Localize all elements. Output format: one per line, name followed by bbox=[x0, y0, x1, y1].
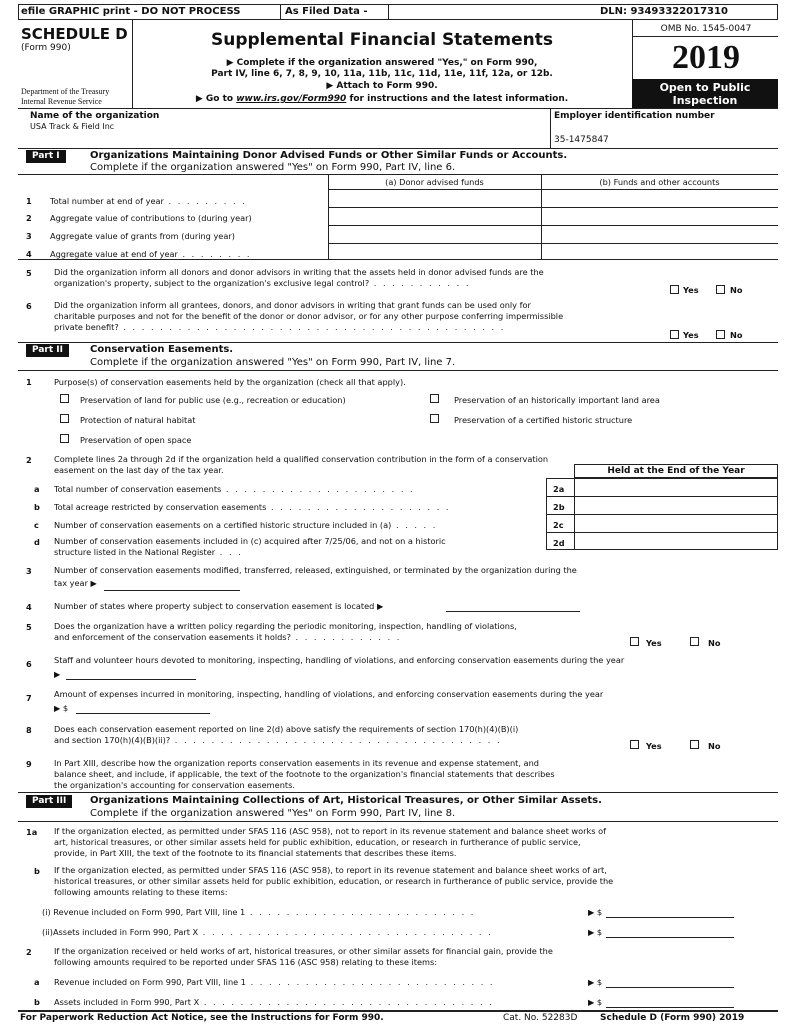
p2-q2-line1: Complete lines 2a through 2d if the organization held a qualified conservation contribution in the form of a conservation bbox=[54, 454, 549, 464]
p1-q5-no-checkbox[interactable] bbox=[716, 285, 725, 294]
p2-q2-line2: easement on the last day of the tax year. bbox=[54, 465, 224, 475]
p2-q4-text: Number of states where property subject to conservation easement is located ▶ bbox=[54, 601, 384, 611]
part3-label: Part III bbox=[26, 795, 72, 808]
p2-q5-yes-checkbox[interactable] bbox=[630, 637, 639, 646]
p2-q9-line3: the organization's accounting for conservation easements. bbox=[54, 780, 295, 790]
held-header: Held at the End of the Year bbox=[607, 466, 745, 476]
p1-row3-col-b[interactable] bbox=[543, 228, 776, 242]
p2-opt5-checkbox[interactable] bbox=[60, 434, 69, 443]
p1-q5-line1: Did the organization inform all donors and donor advisors in writing that the assets held in donor advised funds are the bbox=[54, 267, 544, 277]
p2-q5-line1: Does the organization have a written policy regarding the periodic monitoring, inspection, handling of violations, bbox=[54, 621, 517, 631]
p2-q9-line2: balance sheet, and include, if applicable, the text of the footnote to the organization's financial statements that describes bbox=[54, 769, 555, 779]
p2-q4-input[interactable] bbox=[446, 611, 580, 612]
part2-label: Part II bbox=[26, 344, 69, 357]
form-title: Supplemental Financial Statements bbox=[210, 30, 554, 50]
p2-q8-line2: and section 170(h)(4)(B)(ii)? . . . . . . . . . . . . . . . . . . . . . . . . . . . . . . . . . . . . bbox=[54, 735, 502, 745]
as-filed-label: As Filed Data - bbox=[285, 6, 368, 17]
p3-q2-line2: following amounts required to be reported under SFAS 116 (ASC 958) relating to these items: bbox=[54, 957, 438, 967]
p3-q2-line1: If the organization received or held works of art, historical treasures, or other similar assets for financial gain, provide the bbox=[54, 946, 553, 956]
p2-opt5-label: Preservation of open space bbox=[80, 435, 192, 445]
instruction-2: Part IV, line 6, 7, 8, 9, 10, 11a, 11b, 11c, 11d, 11e, 11f, 12a, or 12b. bbox=[211, 69, 553, 79]
omb-number: OMB No. 1545-0047 bbox=[660, 24, 752, 34]
ein-label: Employer identification number bbox=[554, 111, 715, 121]
p1-q5-line2: organization's property, subject to the organization's exclusive legal control? . . . . . . . . . . . bbox=[54, 278, 471, 288]
p2-q3-line2: tax year ▶ bbox=[54, 578, 97, 588]
p2-q3-input[interactable] bbox=[104, 590, 240, 591]
p2-opt1-label: Preservation of land for public use (e.g., recreation or education) bbox=[80, 395, 346, 405]
p3-2a-input[interactable] bbox=[606, 987, 734, 988]
p3-q1b-line2: historical treasures, or other similar assets held for public exhibition, education, or research in furtherance of public service, provide the bbox=[54, 876, 614, 886]
p2-2b-label: Total acreage restricted by conservation easements . . . . . . . . . . . . . . . . . . . . bbox=[54, 502, 451, 512]
p2-2a-label: Total number of conservation easements . . . . . . . . . . . . . . . . . . . . . bbox=[54, 484, 415, 494]
p1-q6-line3: private benefit? . . . . . . . . . . . . . . . . . . . . . . . . . . . . . . . . . . . . . . . . . . bbox=[54, 322, 506, 332]
p2-2a-value[interactable] bbox=[576, 480, 776, 495]
p2-q3-line1: Number of conservation easements modified, transferred, released, extinguished, or terminated by the organization during the bbox=[54, 565, 577, 575]
part2-subtitle: Complete if the organization answered "Yes" on Form 990, Part IV, line 7. bbox=[90, 357, 456, 368]
dln: DLN: 93493322017310 bbox=[600, 6, 728, 17]
p2-2d-value[interactable] bbox=[576, 534, 776, 549]
dept-line2: Internal Revenue Service bbox=[21, 97, 102, 106]
ein-value: 35-1475847 bbox=[554, 135, 609, 145]
open-line2: Inspection bbox=[672, 94, 738, 107]
p2-q6-text: Staff and volunteer hours devoted to monitoring, inspecting, handling of violations, and enforcing conservation easements during the year bbox=[54, 655, 625, 665]
p2-q7-input[interactable] bbox=[76, 713, 210, 714]
p2-2b-value[interactable] bbox=[576, 498, 776, 513]
p3-2a-label: Revenue included on Form 990, Part VIII, line 1 . . . . . . . . . . . . . . . . . . . . . . . . . . . bbox=[54, 977, 495, 987]
p1-row1-label: Total number at end of year . . . . . . . . . bbox=[50, 196, 247, 206]
p1-q6-no-checkbox[interactable] bbox=[716, 330, 725, 339]
p1-q6-line2: charitable purposes and not for the benefit of the donor or donor advisor, or for any other purpose conferring impermissible bbox=[54, 311, 564, 321]
p3-q1a-line3: provide, in Part XIII, the text of the footnote to its financial statements that describes these items. bbox=[54, 848, 457, 858]
part3-title: Organizations Maintaining Collections of Art, Historical Treasures, or Other Similar Assets. bbox=[90, 795, 602, 806]
dept-line1: Department of the Treasury bbox=[21, 87, 110, 96]
instruction-1: ▶ Complete if the organization answered "Yes," on Form 990, bbox=[226, 58, 538, 68]
org-name: USA Track & Field Inc bbox=[30, 122, 115, 131]
p1-row4-col-b[interactable] bbox=[543, 246, 776, 258]
p2-q1-text: Purpose(s) of conservation easements held by the organization (check all that apply). bbox=[54, 377, 406, 387]
p2-opt2-label: Preservation of an historically important land area bbox=[454, 395, 660, 405]
part3-subtitle: Complete if the organization answered "Yes" on Form 990, Part IV, line 8. bbox=[90, 808, 456, 819]
efile-label: efile GRAPHIC print - DO NOT PROCESS bbox=[21, 6, 241, 17]
form-label: (Form 990) bbox=[21, 43, 71, 53]
p2-q8-yes-checkbox[interactable] bbox=[630, 740, 639, 749]
p2-opt4-checkbox[interactable] bbox=[430, 414, 439, 423]
p2-q8-no-checkbox[interactable] bbox=[690, 740, 699, 749]
footer-notice: For Paperwork Reduction Act Notice, see the Instructions for Form 990. bbox=[20, 1013, 384, 1023]
part1-label: Part I bbox=[26, 150, 66, 163]
p3-q1b-line3: following amounts relating to these items: bbox=[54, 887, 228, 897]
footer-cat-no: Cat. No. 52283D bbox=[503, 1013, 578, 1023]
p1-row1-col-b[interactable] bbox=[543, 192, 776, 206]
schedule-title: SCHEDULE D bbox=[21, 25, 128, 43]
p2-q5-line2: and enforcement of the conservation easements it holds? . . . . . . . . . . . . bbox=[54, 632, 402, 642]
part2-title: Conservation Easements. bbox=[90, 344, 234, 355]
p2-opt2-checkbox[interactable] bbox=[430, 394, 439, 403]
p2-2c-value[interactable] bbox=[576, 516, 776, 531]
p2-q9-line1: In Part XIII, describe how the organization reports conservation easements in its revenue and expense statement, and bbox=[54, 758, 539, 768]
p2-q7-text: Amount of expenses incurred in monitoring, inspecting, handling of violations, and enforcing conservation easements during the year bbox=[54, 689, 604, 699]
part1-subtitle: Complete if the organization answered "Yes" on Form 990, Part IV, line 6. bbox=[90, 162, 456, 173]
p2-q8-line1: Does each conservation easement reported on line 2(d) above satisfy the requirements of section 170(h)(4)(B)(i) bbox=[54, 724, 519, 734]
instruction-4: ▶ Go to www.irs.gov/Form990 for instructions and the latest information. bbox=[195, 94, 569, 104]
p2-opt3-checkbox[interactable] bbox=[60, 414, 69, 423]
p1-q6-line1: Did the organization inform all grantees, donors, and donor advisors in writing that grant funds can be used only for bbox=[54, 300, 531, 310]
p1-row3-label: Aggregate value of grants from (during year) bbox=[50, 231, 235, 241]
col-a-header: (a) Donor advised funds bbox=[385, 177, 484, 187]
part1-title: Organizations Maintaining Donor Advised Funds or Other Similar Funds or Accounts. bbox=[90, 150, 568, 161]
col-b-header: (b) Funds and other accounts bbox=[599, 177, 720, 187]
org-name-label: Name of the organization bbox=[30, 111, 160, 121]
p2-2d-label: Number of conservation easements included in (c) acquired after 7/25/06, and not on a historic bbox=[54, 536, 446, 546]
p1-row2-col-a[interactable] bbox=[330, 210, 540, 224]
p3-q1a-line2: art, historical treasures, or other similar assets held for public exhibition, education, or research in furtherance of public service, bbox=[54, 837, 581, 847]
p3-q1a-line1: If the organization elected, as permitted under SFAS 116 (ASC 958), not to report in its revenue statement and balance sheet works of bbox=[54, 826, 607, 836]
p2-2c-label: Number of conservation easements on a certified historic structure included in (a) . . . . . bbox=[54, 520, 438, 530]
p3-2b-input[interactable] bbox=[606, 1007, 734, 1008]
p2-opt1-checkbox[interactable] bbox=[60, 394, 69, 403]
p1-row2-label: Aggregate value of contributions to (during year) bbox=[50, 213, 252, 223]
irs-link[interactable]: www.irs.gov/Form990 bbox=[236, 94, 347, 104]
instruction-3: ▶ Attach to Form 990. bbox=[326, 81, 438, 91]
p3-ii-label: (ii)Assets included in Form 990, Part X . . . . . . . . . . . . . . . . . . . . . . . . . . . . . . . . bbox=[42, 927, 493, 937]
p1-q6-yes-checkbox[interactable] bbox=[670, 330, 679, 339]
p1-row3-col-a[interactable] bbox=[330, 228, 540, 242]
p2-q6-input[interactable] bbox=[66, 679, 196, 680]
p3-i-input[interactable] bbox=[606, 917, 734, 918]
footer-schedule: Schedule D (Form 990) 2019 bbox=[600, 1013, 745, 1023]
p1-q5-yes-checkbox[interactable] bbox=[670, 285, 679, 294]
p2-opt4-label: Preservation of a certified historic structure bbox=[454, 415, 633, 425]
p3-ii-input[interactable] bbox=[606, 937, 734, 938]
open-line1: Open to Public bbox=[659, 81, 751, 94]
p3-i-label: (i) Revenue included on Form 990, Part VIII, line 1 . . . . . . . . . . . . . . . . . . . . . . . . . bbox=[42, 907, 476, 917]
p2-opt3-label: Protection of natural habitat bbox=[80, 415, 196, 425]
p1-row4-label: Aggregate value at end of year . . . . . . . . bbox=[50, 249, 252, 259]
p3-q1b-line1: If the organization elected, as permitted under SFAS 116 (ASC 958), to report in its revenue statement and balance sheet works of art, bbox=[54, 865, 607, 875]
tax-year: 2019 bbox=[672, 39, 740, 76]
p3-2b-label: Assets included in Form 990, Part X . . . . . . . . . . . . . . . . . . . . . . . . . . . . . . . . bbox=[54, 997, 494, 1007]
p1-row2-col-b[interactable] bbox=[543, 210, 776, 224]
p2-2d-label-2: structure listed in the National Register . . . bbox=[54, 547, 243, 557]
p1-row4-col-a[interactable] bbox=[330, 246, 540, 258]
p1-row1-col-a[interactable] bbox=[330, 192, 540, 206]
p2-q5-no-checkbox[interactable] bbox=[690, 637, 699, 646]
